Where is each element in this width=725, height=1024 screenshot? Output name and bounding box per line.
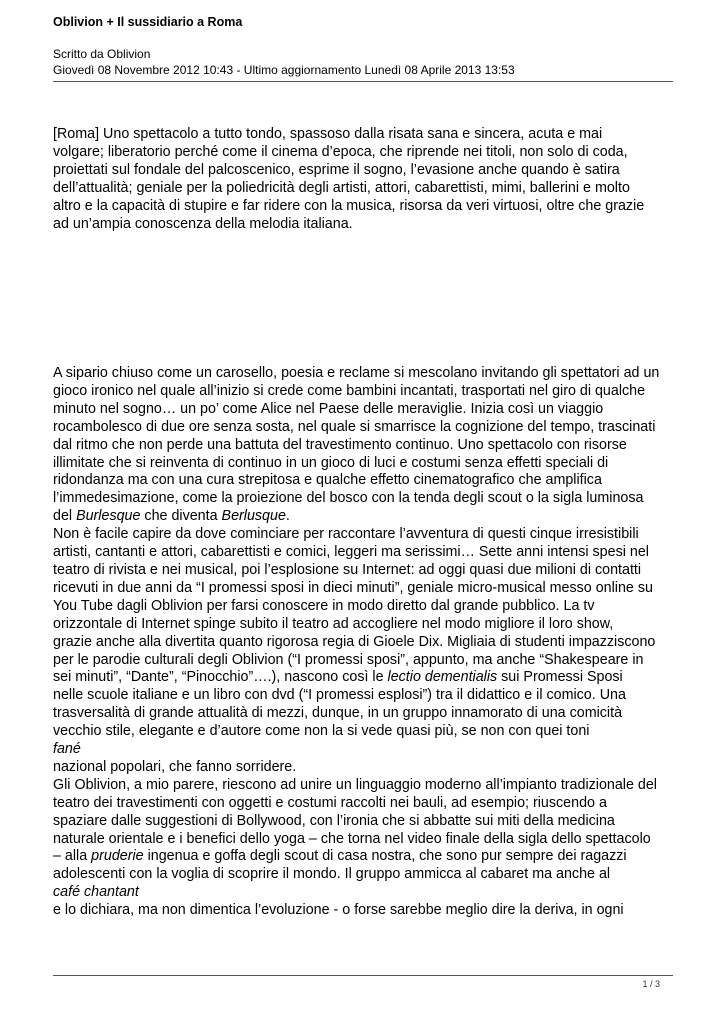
text-line: illimitate che si reinventa di continuo in un gioco di luci e costumi senza effetti speciali di — [53, 454, 609, 471]
text-run: che diventa — [140, 508, 222, 525]
text-run: del — [53, 508, 77, 525]
text-line: gioco ironico nel quale all’inizio si crede come bambini incantati, trasportati nel giro di qualche — [53, 382, 646, 399]
text-line: l’immedesimazione, come la proiezione del bosco con la tenda degli scout o la sigla luminosa — [53, 490, 644, 507]
text-line: teatro di rivista e nei musical, poi l’esplosione su Internet: ad oggi quasi due milioni di contatti — [53, 561, 642, 578]
text-line — [53, 848, 677, 866]
text-line: altro e la capacità di stupire e far ridere con la musica, risorsa da veri virtuosi, oltre che grazie — [53, 197, 645, 214]
text-line: orizzontale di Internet spinge subito il teatro ad accogliere nel modo migliore il loro show, — [53, 615, 614, 632]
text-line: Non è facile capire da dove cominciare per raccontare l’avventura di questi cinque irresistibili — [53, 526, 639, 543]
text-run: – alla — [53, 848, 92, 865]
text-line: ad un’ampia conoscenza della melodia italiana. — [53, 215, 353, 232]
paragraph-intro — [53, 126, 677, 233]
text-line: adolescenti con la voglia di scoprire il mondo. Il gruppo ammicca al cabaret ma anche al — [53, 866, 611, 883]
text-line: trasversalità di grande attualità di mezzi, dunque, in un gruppo innamorato di una comicità — [53, 705, 623, 722]
text-run: . — [285, 508, 290, 525]
article-body — [53, 365, 677, 920]
text-line: dell’attualità; geniale per la poliedricità degli artisti, attori, cabarettisti, mimi, ballerini e molto — [53, 179, 630, 196]
text-line: grazie anche alla divertita quanto rigorosa regia di Gioele Dix. Migliaia di studenti impazziscono — [53, 633, 656, 650]
article-dates: Giovedì 08 Novembre 2012 10:43 - Ultimo aggiornamento Lunedì 08 Aprile 2013 13:53 — [53, 63, 515, 77]
text-line: ridondanza ma con una cura strepitosa e qualche effetto cinematografico che amplifica — [53, 472, 602, 489]
italic-pruderie: pruderie — [91, 848, 144, 865]
text-line: A sipario chiuso come un carosello, poesia e reclame si mescolano invitando gli spettatori ad un — [53, 365, 660, 381]
text-line: dal ritmo che non perde una battuta del travestimento continuo. Uno spettacolo con risorse — [53, 436, 627, 453]
text-line — [53, 508, 677, 526]
italic-title-berlusque: Berlusque — [221, 508, 286, 525]
italic-lectio-dementialis: lectio dementialis — [387, 669, 498, 686]
text-line: per le parodie culturali degli Oblivion (“I promessi sposi”, appunto, ma anche “Shakespeare in — [53, 651, 644, 668]
text-line — [53, 669, 677, 687]
page-number: 1 / 3 — [642, 979, 660, 989]
article-author: Scritto da Oblivion — [53, 47, 151, 61]
text-line: naturale orientale e i benefici dello yoga – che torna nel video finale della sigla dello spettacolo — [53, 830, 651, 847]
text-line: nazional popolari, che fanno sorridere. — [53, 758, 297, 775]
text-line: e lo dichiara, ma non dimentica l’evoluzione - o forse sarebbe meglio dire la deriva, in ogni — [53, 902, 624, 919]
text-line: artisti, cantanti e attori, cabarettisti e comici, leggeri ma serissimi… Sette anni intensi spesi nel — [53, 544, 649, 561]
text-line: ricevuti in due anni da “I promessi sposi in dieci minuti”, geniale micro-musical messo online su — [53, 579, 653, 596]
text-line: Gli Oblivion, a mio parere, riescono ad unire un linguaggio moderno all’impianto tradizionale del — [53, 776, 657, 793]
text-line: nelle scuole italiane e un libro con dvd (“I promessi esplosi”) tra il didattico e il comico. Una — [53, 687, 626, 704]
text-line: [Roma] Uno spettacolo a tutto tondo, spassoso dalla risata sana e sincera, acuta e mai — [53, 126, 603, 142]
text-line: minuto nel sogno… un po’ come Alice nel Paese delle meraviglie. Inizia così un viaggio — [53, 400, 604, 417]
italic-fane: fané — [53, 741, 81, 758]
text-run: ingenua e goffa degli scout di casa nostra, che sono pur sempre dei ragazzi — [143, 848, 627, 865]
text-line: volgare; liberatorio perché come il cinema d’epoca, che riprende nei titoli, non solo di coda, — [53, 143, 628, 160]
text-line: You Tube dagli Oblivion per farsi conoscere in modo diretto dal grande pubblico. La tv — [53, 597, 595, 614]
text-line: proiettati sul fondale del palcoscenico, esprime il sogno, l’evasione anche quando è satira — [53, 161, 620, 178]
text-line: spaziare dalle suggestioni di Bollywood, con l’ironia che si abbatte sui miti della medicina — [53, 812, 615, 829]
footer-divider — [53, 975, 673, 976]
article-title: Oblivion + Il sussidiario a Roma — [53, 15, 243, 29]
text-line: vecchio stile, elegante e d’autore come non la si vede quasi più, se non con quei toni — [53, 723, 590, 740]
italic-cafe-chantant: café chantant — [53, 884, 139, 901]
text-line: teatro dei travestimenti con oggetti e costumi raccolti nei bauli, ad esempio; riuscendo a — [53, 794, 607, 811]
header-divider — [53, 81, 673, 82]
text-run: sei minuti”, “Dante”, “Pinocchio”….), nascono così le — [53, 669, 388, 686]
text-line: rocambolesco di due ore senza sosta, nel quale si smarrisce la cognizione del tempo, trascinati — [53, 418, 656, 435]
text-line — [53, 741, 677, 759]
text-run: sui Promessi Sposi — [497, 669, 623, 686]
text-line — [53, 884, 677, 902]
italic-title-burlesque: Burlesque — [76, 508, 141, 525]
